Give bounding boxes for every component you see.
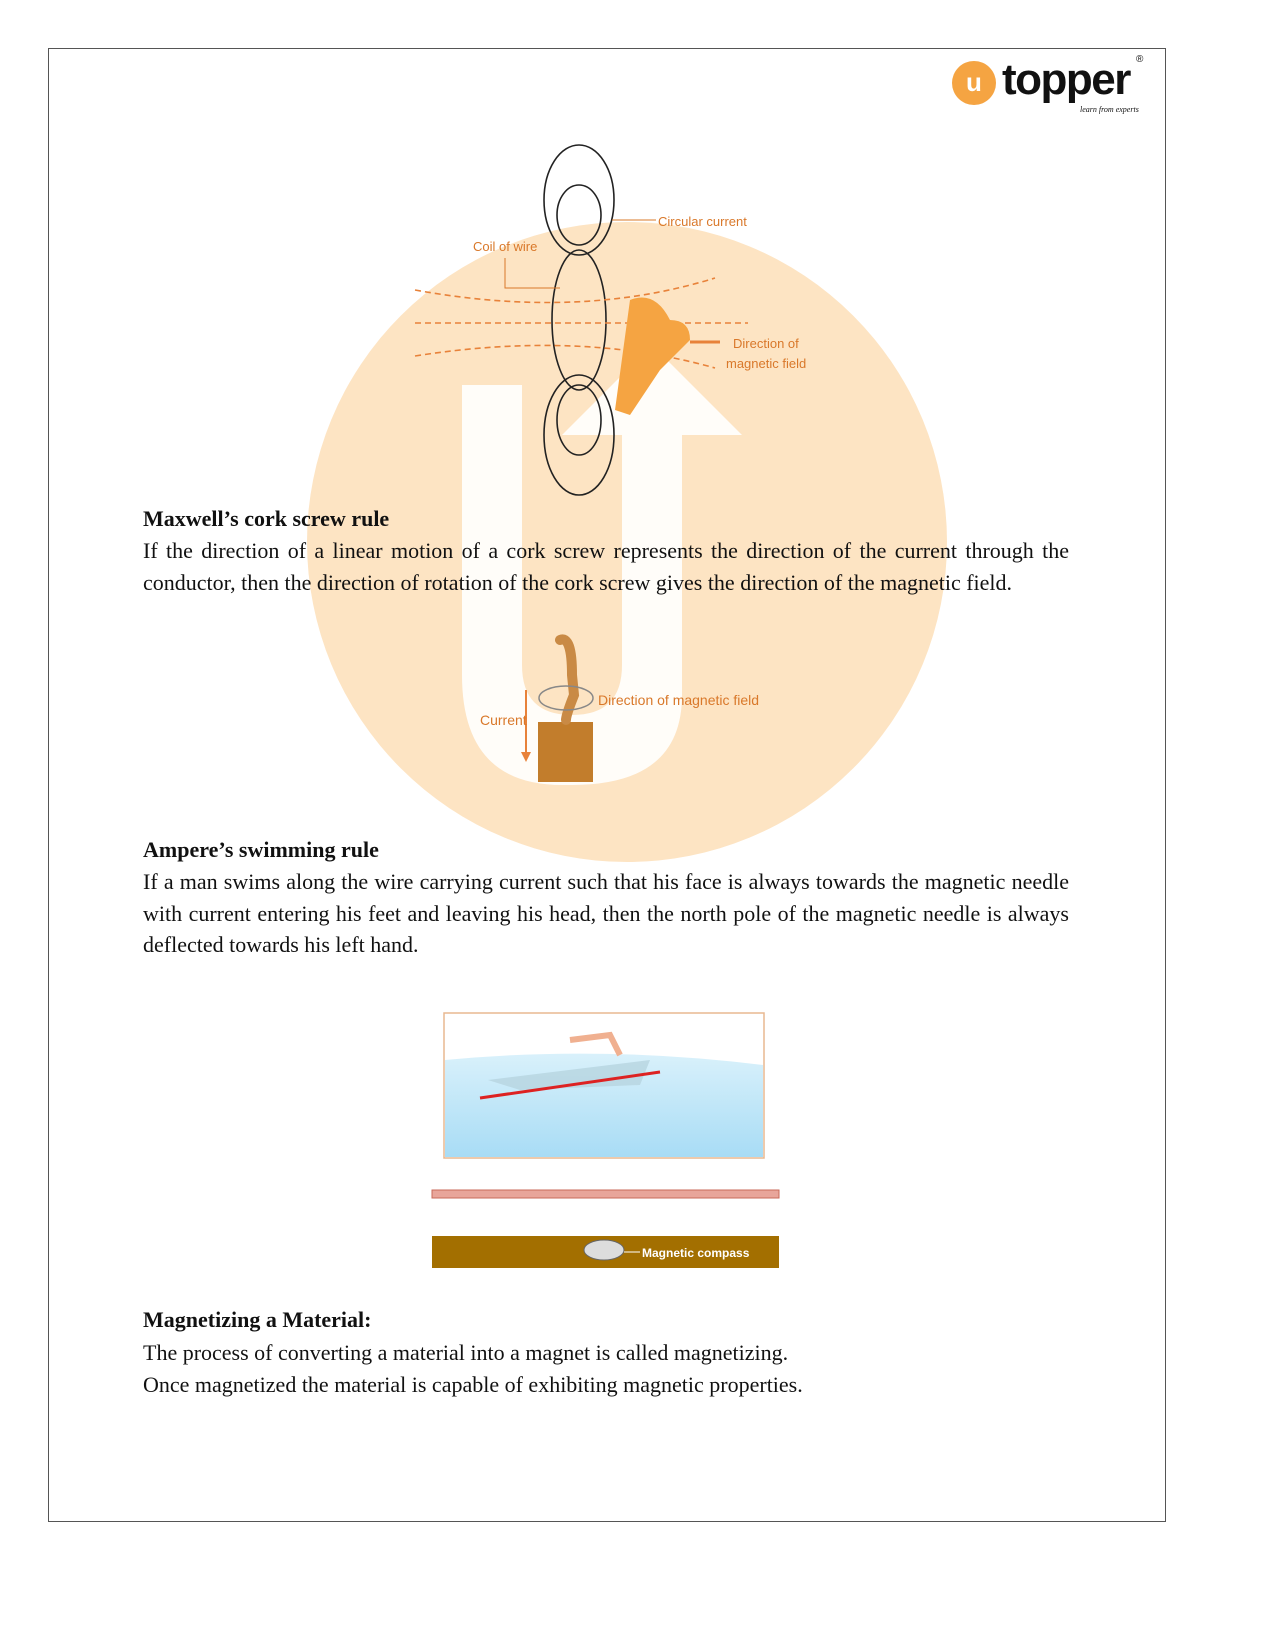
logo-tagline: learn from experts <box>1080 105 1139 114</box>
section-line: The process of converting a material into a magnet is called magnetizing. <box>143 1340 789 1365</box>
label-compass: Magnetic compass <box>642 1246 750 1260</box>
label-current: Current <box>480 712 527 728</box>
label-direction-field-2: magnetic field <box>726 356 807 371</box>
label-direction-field-1: Direction of <box>733 336 799 351</box>
logo-mark: u <box>952 61 996 105</box>
section-title: Maxwell’s cork screw rule <box>143 506 390 531</box>
section-body: If a man swims along the wire carrying current such that his face is always towards the magnetic needle with current entering his feet and leaving his head, then the north pole of the magnetic needle is always deflected towards his left hand. <box>143 869 1069 957</box>
registered-mark: ® <box>1136 54 1144 65</box>
section-line: Once magnetized the material is capable of exhibiting magnetic properties. <box>143 1372 803 1397</box>
label-direction-field: Direction of magnetic field <box>598 692 760 708</box>
compass-icon <box>584 1240 624 1260</box>
section-body: If the direction of a linear motion of a cork screw represents the direction of the current through the conductor, then the direction of rotation of the cork screw gives the direction of the magnetic field. <box>143 538 1069 595</box>
section-title: Magnetizing a Material: <box>143 1307 372 1332</box>
label-circular-current: Circular current <box>658 214 747 229</box>
section-title: Ampere’s swimming rule <box>143 837 379 862</box>
wire <box>432 1190 779 1198</box>
logo-name: topper <box>1002 55 1130 104</box>
label-coil-of-wire: Coil of wire <box>473 239 538 254</box>
